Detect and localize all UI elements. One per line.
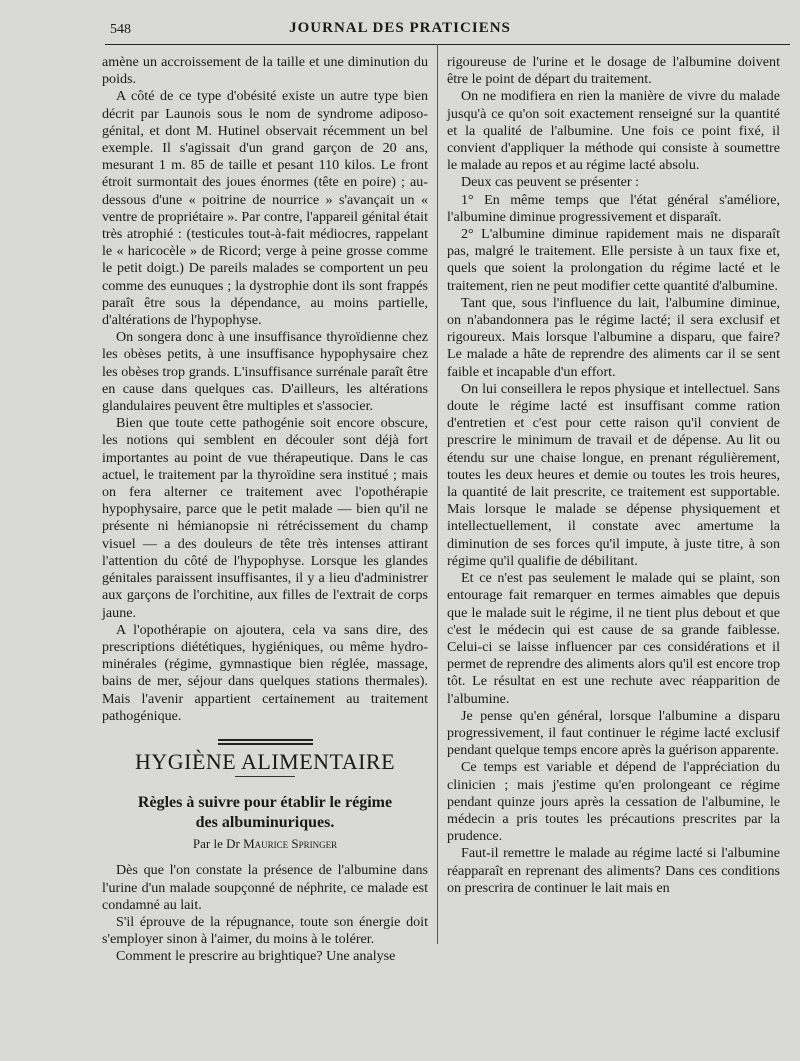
left-column bbox=[102, 54, 428, 966]
running-title: JOURNAL DES PRATICIENS bbox=[289, 20, 511, 36]
paragraph: Bien que toute cette pathogénie soit encore obscure, les notions qui semblent en découler sont déjà fort importantes au point de vue thérapeutique. Dans le cas actuel, le traitement par la thyroïdine sera institué ; mais on fera alterner ce traitement avec l'opothérapie hypophysaire, parce que le petit malade — bien qu'il ne présente ni hémianopsie ni rétrécissement du champ visuel — a des douleurs de tête très intenses attirant l'attention du côté de l'hypophyse. Lorsque les glandes génitales paraissent insuffisantes, il y a lieu d'administrer aux garçons de l'orchitine, aux filles de l'extrait de corps jaune. bbox=[102, 415, 428, 621]
paragraph: On lui conseillera le repos physique et intellectuel. Sans doute le régime lacté est insuffisant comme ration d'entretien et c'est pour cette raison qu'il convient de prescrire le minimum de travail et de dépense. Au lit ou étendu sur une chaise longue, en prenant régulièrement, toutes les deux heures et demie ou toutes les trois heures, la quantité de lait prescrite, ce traitement est supportable. Mais lorsque le malade se dépense physiquement et intellectuellement, il constate avec amertume la diminution de ses forces qu'il impute, à juste titre, à son régime qu'il qualifie de débilitant. bbox=[447, 380, 780, 569]
paragraph: 2° L'albumine diminue rapidement mais ne disparaît pas, malgré le traitement. Elle persiste à un taux fixe et, quels que soient la prolongation du régime lacté et le traitement, rien ne peut modifier cette quantité d'albumine. bbox=[447, 226, 780, 294]
paragraph: rigoureuse de l'urine et le dosage de l'albumine doivent être le point de départ du traitement. bbox=[447, 54, 780, 88]
paragraph: On songera donc à une insuffisance thyroïdienne chez les obèses petits, à une insuffisance hypophysaire chez les obèses trop grands. L'insuffisance surrénale paraît être en cause dans quelques cas. D'ailleurs, les altérations glandulaires peuvent être multiples et s'associer. bbox=[102, 329, 428, 415]
paragraph: Et ce n'est pas seulement le malade qui se plaint, son entourage fait remarquer en termes aimables que depuis que le malade suit le régime, il ne tient plus debout et que c'est le médecin qui est cause de sa grande faiblesse. Celui-ci se laisse influencer par ces considérations et il permet de reprendre des aliments alors qu'il est encore trop tôt. Le résultat en est une rechute avec réapparition de l'albumine. bbox=[447, 570, 780, 707]
page-header bbox=[0, 0, 800, 42]
paragraph: Dès que l'on constate la présence de l'albumine dans l'urine d'un malade soupçonné de néphrite, ce malade est condamné au lait. bbox=[102, 862, 428, 913]
article-title-line1: Règles à suivre pour établir le régime bbox=[137, 794, 393, 812]
paragraph: Faut-il remettre le malade au régime lacté si l'albumine réapparaît en reprenant des aliments? Dans ces conditions on prescrira de continuer le lait mais en bbox=[447, 845, 780, 896]
column-divider bbox=[437, 44, 438, 944]
paragraph: Deux cas peuvent se présenter : bbox=[461, 174, 640, 191]
right-column bbox=[447, 54, 780, 897]
article-title-line2: des albuminuriques. bbox=[195, 814, 335, 832]
paragraph: Comment le prescrire au brightique? Une analyse bbox=[116, 948, 396, 965]
page-number: 548 bbox=[110, 22, 131, 37]
title-rule bbox=[235, 776, 295, 777]
paragraph: A l'opothérapie on ajoutera, cela va sans dire, des prescriptions diététiques, hygiéniques, ou même hydro-minérales (régime, gymnastique bien réglée, massage, bains de mer, séjour dans quelques stations thermales). Mais l'avenir appartient certainement au traitement pathogénique. bbox=[102, 621, 428, 724]
paragraph: Je pense qu'en général, lorsque l'albumine a disparu progressivement, il faut continuer le régime lacté exclusif pendant quelque temps encore après la guérison apparente. bbox=[447, 707, 780, 759]
header-rule bbox=[105, 44, 790, 45]
byline-prefix: Par le Dr bbox=[192, 836, 240, 852]
paragraph: A côté de ce type d'obésité existe un autre type bien décrit par Launois sous le nom de syndrome adiposo-génital, et dont M. Hutinel observait récemment un bel exemple. Il s'agissait d'un grand garçon de 20 ans, mesurant 1 m. 85 de taille et pesant 110 kilos. Le front étroit surmontait des joues énormes (tête en poire) ; au-dessous d'une « poitrine de nourrice » s'avançait un « ventre de propriétaire ». Par contre, l'appareil génital était très atrophié : (testicules tout-à-fait médiocres, rappelant le « haricocèle » de Ricord; verge à peine grosse comme le petit doigt.) De pareils malades se comportent un peu comme des eunuques ; la dystrophie dont ils sont frappés paraît être sous la dépendance, au moins partielle, d'altérations de l'hypophyse. bbox=[102, 88, 428, 329]
paragraph: On ne modifiera en rien la manière de vivre du malade jusqu'à ce qu'on soit exactement renseigné sur la quantité et la qualité de l'albumine. Une fois ce point fixé, il convient d'appliquer la méthode qui consiste à soumettre le malade au repos et au régime lacté absolu. bbox=[447, 88, 780, 174]
paragraph: amène un accroissement de la taille et une diminution du poids. bbox=[102, 54, 428, 88]
author-name: Maurice Springer bbox=[243, 836, 338, 852]
paragraph: Tant que, sous l'influence du lait, l'albumine diminue, on n'abandonnera pas le régime lacté; il sera exclusif et rigoureux. Mais lorsque l'albumine a disparu, que faire? Le malade a hâte de reprendre des aliments car il se sent faible et incapable d'un effort. bbox=[447, 294, 780, 380]
section-separator bbox=[218, 739, 313, 745]
section-title: HYGIÈNE ALIMENTAIRE bbox=[134, 748, 396, 774]
paragraph: 1° En même temps que l'état général s'améliore, l'albumine diminue progressivement et disparaît. bbox=[447, 191, 780, 225]
byline bbox=[102, 835, 428, 852]
paragraph: Ce temps est variable et dépend de l'appréciation du clinicien ; mais j'estime qu'en prolongeant ce régime pendant quinze jours après la cessation de l'albumine, le médecin a pris toutes les précautions prescrites par la prudence. bbox=[447, 759, 780, 845]
paragraph: S'il éprouve de la répugnance, toute son énergie doit s'employer sinon à l'aimer, du moins à le tolérer. bbox=[102, 913, 428, 948]
